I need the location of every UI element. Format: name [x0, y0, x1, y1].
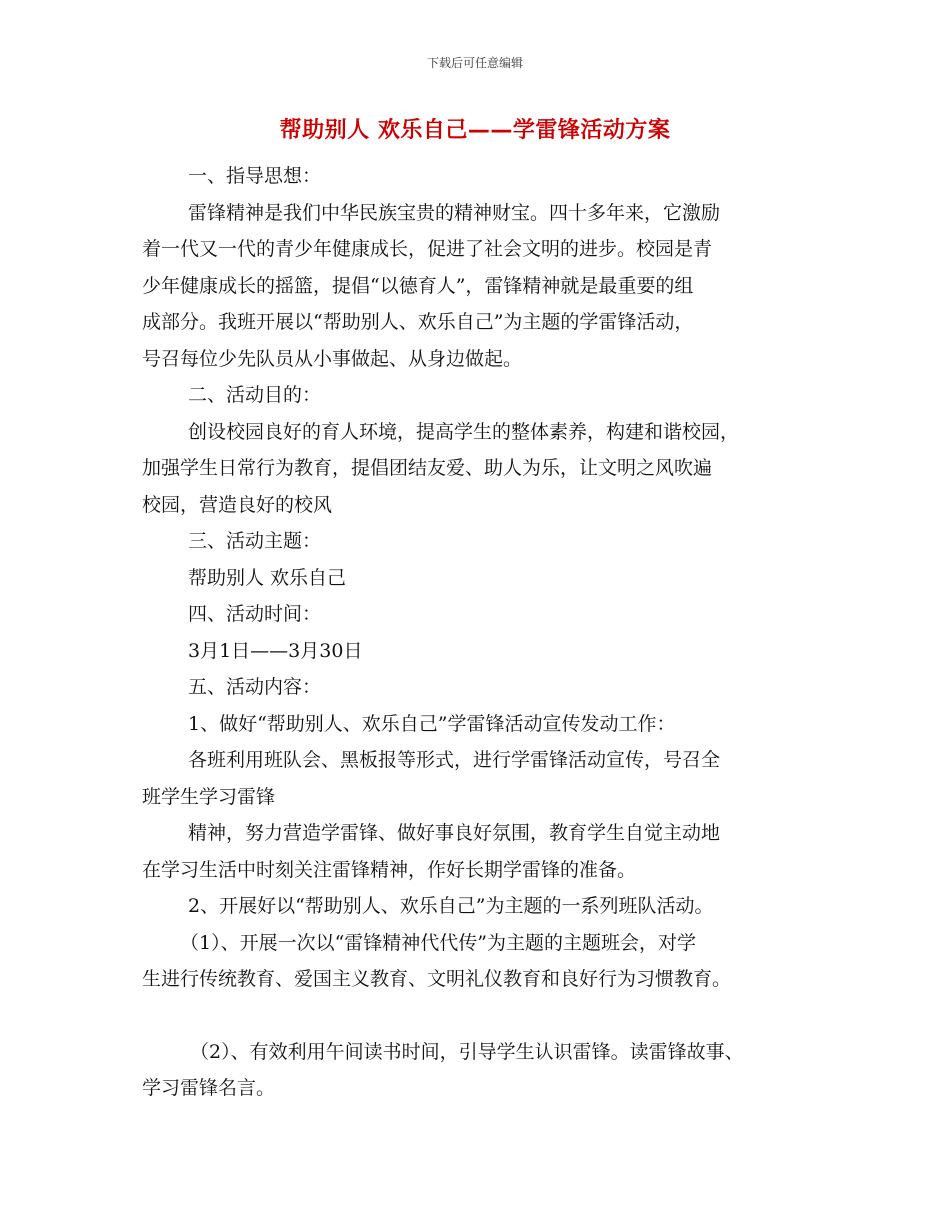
paragraph-line: 帮助别人 欢乐自己 — [188, 566, 347, 589]
paragraph-line: 成部分。我班开展以“帮助别人、欢乐自己”为主题的学雷锋活动， — [142, 311, 694, 333]
paragraph-line: 创设校园良好的育人环境，提高学生的整体素养，构建和谐校园， — [188, 420, 740, 443]
section-heading-content: 五、活动内容： — [188, 676, 322, 698]
sub-item-line: （2）、有效利用午间读书时间，引导学生认识雷锋。读雷锋故事、 — [190, 1040, 744, 1063]
header-note: 下载后可任意编辑 — [426, 56, 523, 70]
document-title: 帮助别人 欢乐自己——学雷锋活动方案 — [279, 118, 671, 143]
paragraph-line: 学习雷锋名言。 — [142, 1077, 276, 1099]
paragraph-line: 校园，营造良好的校风 — [142, 493, 333, 516]
sub-item-line: （1）、开展一次以“雷锋精神代代传”为主题的主题班会，对学 — [180, 931, 697, 954]
paragraph-line: 少年健康成长的摇篮，提倡“以德育人”，雷锋精神就是最重要的组 — [142, 274, 694, 297]
list-item-heading: 2、开展好以“帮助别人、欢乐自己”为主题的一系列班队活动。 — [188, 895, 714, 917]
paragraph-line: 3月1日——3月30日 — [188, 639, 363, 662]
document-body — [142, 158, 842, 1107]
paragraph-line: 精神，努力营造学雷锋、做好事良好氛围，教育学生自觉主动地 — [188, 822, 721, 844]
paragraph-line: 班学生学习雷锋 — [142, 785, 276, 808]
section-heading-guiding-thought: 一、指导思想： — [188, 165, 322, 187]
paragraph-line: 各班利用班队会、黑板报等形式，进行学雷锋活动宣传，号召全 — [188, 749, 721, 771]
spacer — [142, 998, 842, 1034]
paragraph-line: 号召每位少先队员从小事做起、从身边做起。 — [142, 347, 523, 370]
paragraph-line: 加强学生日常行为教育，提倡团结友爱、助人为乐，让文明之风吹遍 — [142, 457, 713, 479]
list-item-heading: 1、做好“帮助别人、欢乐自己”学雷锋活动宣传发动工作： — [188, 712, 676, 735]
paragraph-line: 在学习生活中时刻关注雷锋精神，作好长期学雷锋的准备。 — [142, 858, 637, 881]
section-heading-theme: 三、活动主题： — [188, 530, 322, 552]
paragraph-line: 着一代又一代的青少年健康成长，促进了社会文明的进步。校园是青 — [142, 238, 713, 260]
section-heading-purpose: 二、活动目的： — [188, 384, 322, 406]
paragraph-line: 雷锋精神是我们中华民族宝贵的精神财宝。四十多年来，它激励 — [188, 201, 721, 224]
section-heading-time: 四、活动时间： — [188, 603, 322, 625]
paragraph-line: 生进行传统教育、爱国主义教育、文明礼仪教育和良好行为习惯教育。 — [142, 968, 732, 990]
